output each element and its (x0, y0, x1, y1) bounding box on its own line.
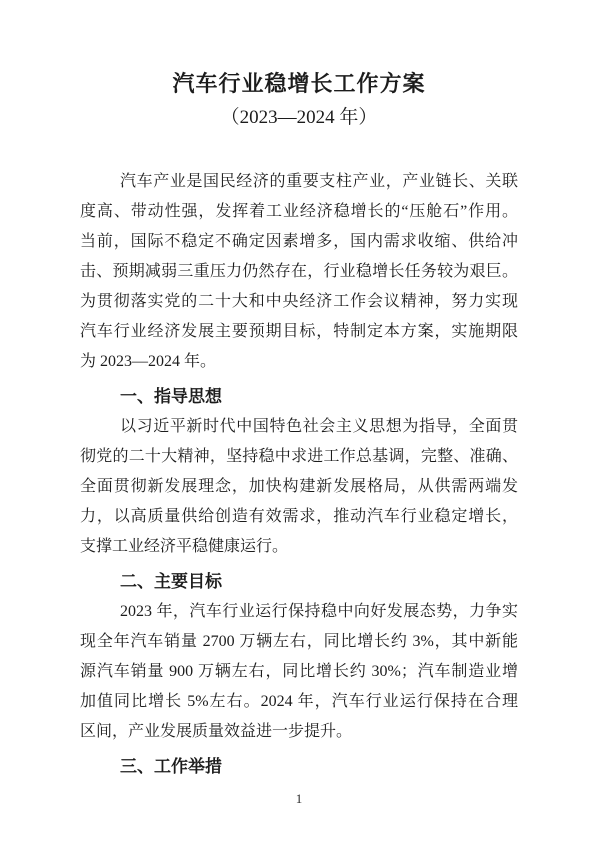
intro-line-4: 击、预期减弱三重压力仍然存在，行业稳增长任务较为艰巨。 (80, 263, 518, 280)
intro-line-1: 汽车产业是国民经济的重要支柱产业，产业链长、关联 (120, 173, 518, 190)
section2-line-4: 加值同比增长 5%左右。2024 年，汽车行业运行保持在合理 (80, 693, 518, 710)
section1-line-3: 全面贯彻新发展理念，加快构建新发展格局，从供需两端发 (80, 478, 518, 495)
section2-line-2: 现全年汽车销量 2700 万辆左右，同比增长约 3%，其中新能 (80, 633, 518, 650)
section1-line-4: 力，以高质量供给创造有效需求，推动汽车行业稳定增长， (80, 508, 518, 525)
document-title: 汽车行业稳增长工作方案 (172, 71, 426, 96)
section1-line-1: 以习近平新时代中国特色社会主义思想为指导，全面贯 (120, 418, 518, 435)
document-subtitle: （2023—2024 年） (220, 107, 378, 128)
section-heading-guiding-ideology: 一、指导思想 (120, 387, 222, 406)
section2-line-3: 源汽车销量 900 万辆左右，同比增长约 30%；汽车制造业增 (80, 663, 518, 680)
intro-line-2: 度高、带动性强，发挥着工业经济稳增长的“压舱石”作用。 (80, 203, 518, 220)
section2-line-1: 2023 年，汽车行业运行保持稳中向好发展态势，力争实 (120, 603, 518, 620)
section1-line-5: 支撑工业经济平稳健康运行。 (80, 538, 289, 555)
document-body (80, 167, 518, 782)
section2-line-5: 区间，产业发展质量效益进一步提升。 (80, 723, 353, 740)
page-number: 1 (295, 791, 303, 806)
section1-line-2: 彻党的二十大精神，坚持稳中求进工作总基调，完整、准确、 (80, 448, 518, 465)
section-heading-main-goals: 二、主要目标 (120, 572, 222, 591)
intro-line-5: 为贯彻落实党的二十大和中央经济工作会议精神，努力实现 (80, 293, 518, 310)
intro-line-7: 为 2023—2024 年。 (80, 353, 217, 370)
intro-line-6: 汽车行业经济发展主要预期目标，特制定本方案，实施期限 (80, 323, 518, 340)
section-heading-work-measures: 三、工作举措 (120, 757, 222, 776)
intro-line-3: 当前，国际不稳定不确定因素增多，国内需求收缩、供给冲 (80, 233, 518, 250)
